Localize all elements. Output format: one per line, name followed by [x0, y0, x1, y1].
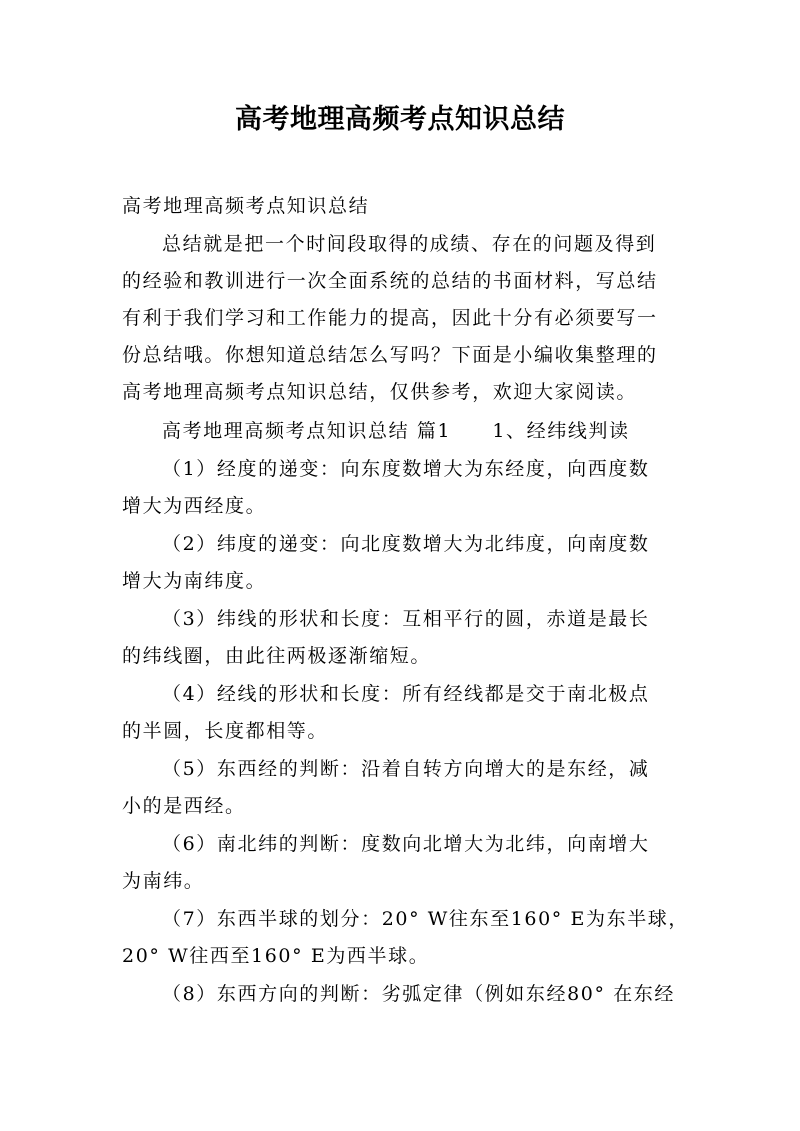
paragraph-line: 的经验和教训进行一次全面系统的总结的书面材料，写总结 — [122, 270, 658, 292]
document-subtitle: 高考地理高频考点知识总结 — [122, 195, 370, 217]
paragraph-line: 增大为南纬度。 — [122, 570, 267, 592]
paragraph-line: （1）经度的递变：向东度数增大为东经度，向西度数 — [162, 458, 650, 480]
paragraph-line: （3）纬线的形状和长度：互相平行的圆，赤道是最长 — [162, 608, 650, 630]
paragraph-line: 20° W往西至160° E为西半球。 — [122, 945, 430, 967]
paragraph-line: （5）东西经的判断：沿着自转方向增大的是东经，减 — [162, 758, 650, 780]
paragraph-line: 的半圆，长度都相等。 — [122, 720, 329, 742]
paragraph-line: 总结就是把一个时间段取得的成绩、存在的问题及得到 — [162, 233, 657, 255]
paragraph-line: 有利于我们学习和工作能力的提高，因此十分有必须要写一 — [122, 307, 658, 329]
paragraph-line: 高考地理高频考点知识总结，仅供参考，欢迎大家阅读。 — [122, 381, 638, 403]
document-title: 高考地理高频考点知识总结 — [235, 104, 565, 135]
paragraph-line: 的纬线圈，由此往两极逐渐缩短。 — [122, 645, 432, 667]
paragraph-line: 为南纬。 — [122, 870, 205, 892]
section-heading: 高考地理高频考点知识总结 篇1 1、经纬线判读 — [162, 420, 630, 442]
paragraph-line: 份总结哦。你想知道总结怎么写吗？下面是小编收集整理的 — [122, 344, 658, 366]
paragraph-line: （8）东西方向的判断：劣弧定律（例如东经80° 在东经 — [162, 983, 676, 1005]
paragraph-line: （6）南北纬的判断：度数向北增大为北纬，向南增大 — [162, 833, 650, 855]
paragraph-line: 小的是西经。 — [122, 795, 246, 817]
paragraph-line: 增大为西经度。 — [122, 495, 267, 517]
paragraph-line: （7）东西半球的划分：20° W往东至160° E为东半球， — [162, 908, 690, 930]
paragraph-line: （2）纬度的递变：向北度数增大为北纬度，向南度数 — [162, 533, 650, 555]
paragraph-line: （4）经线的形状和长度：所有经线都是交于南北极点 — [162, 683, 650, 705]
